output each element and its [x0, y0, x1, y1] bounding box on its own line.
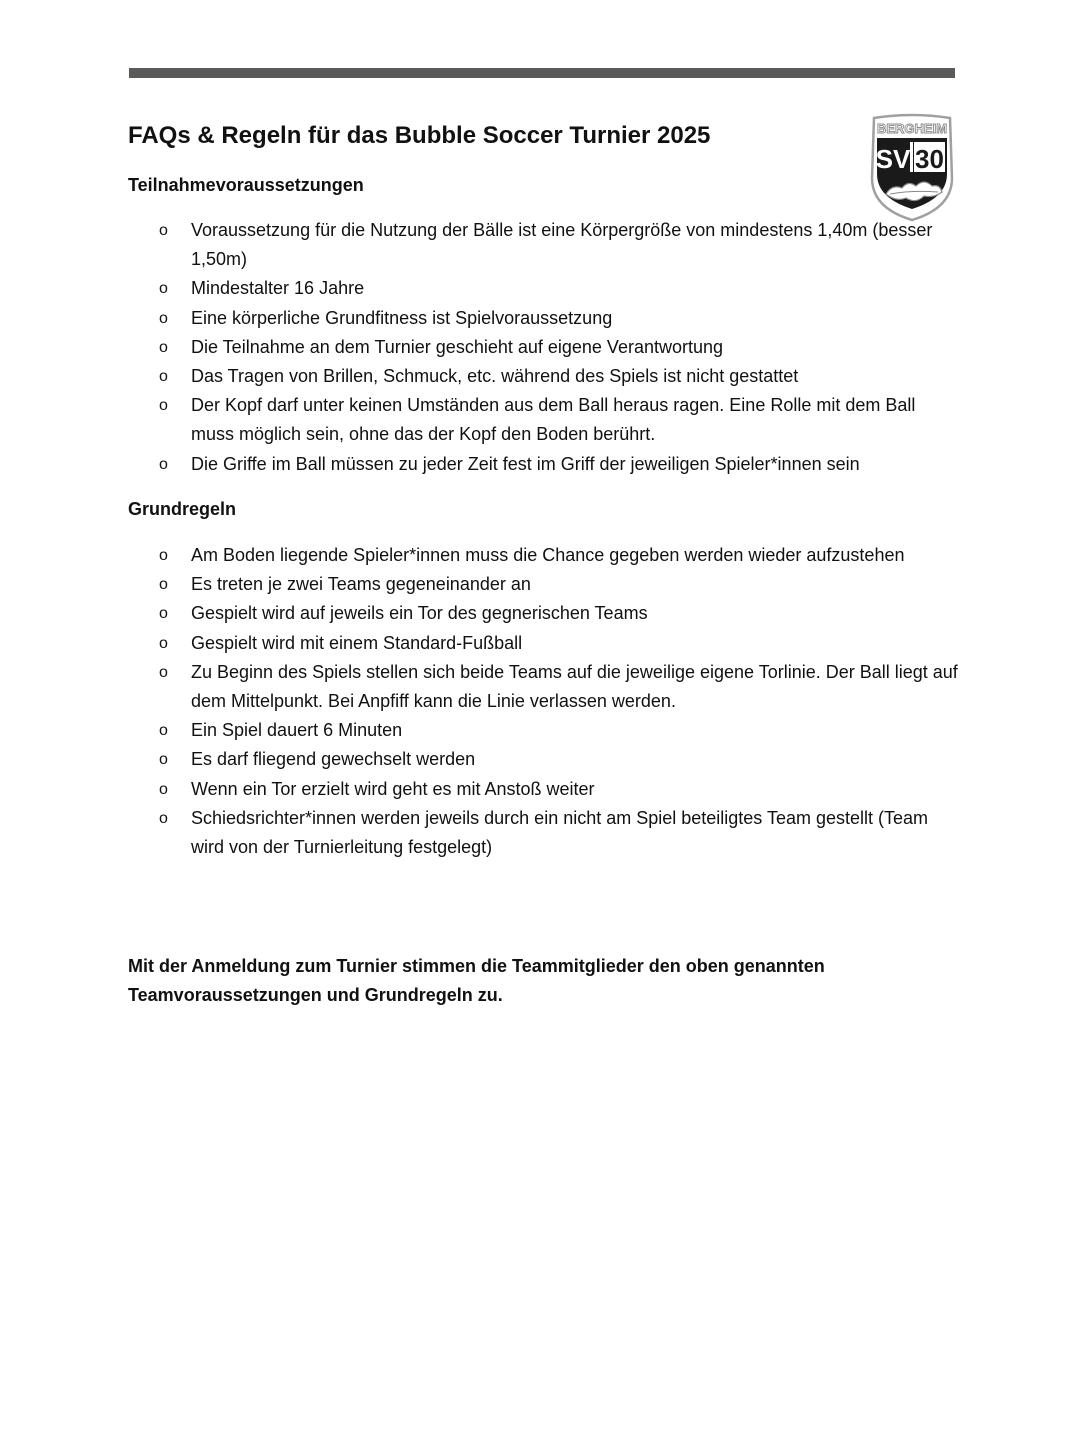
bullet-icon: o — [159, 722, 168, 740]
bullet-icon: o — [159, 780, 168, 798]
list-item-text: Eine körperliche Grundfitness ist Spielvoraussetzung — [191, 307, 613, 328]
bullet-icon: o — [159, 751, 168, 769]
list-item-text: Am Boden liegende Spieler*innen muss die Chance gegeben werden wieder aufzustehen — [191, 545, 905, 565]
bullet-icon: o — [159, 605, 168, 623]
bullet-icon: o — [159, 455, 168, 473]
svg-text:30: 30 — [915, 144, 944, 174]
club-crest-icon — [868, 112, 956, 224]
document-title: FAQs & Regeln für das Bubble Soccer Turnier 2025 — [128, 122, 711, 149]
bullet-icon: o — [159, 809, 168, 827]
list-item — [128, 216, 958, 274]
list-item — [128, 570, 958, 599]
bullet-icon: o — [159, 576, 168, 594]
bullet-icon: o — [159, 338, 168, 356]
list-item — [128, 629, 958, 658]
bullet-icon: o — [159, 547, 168, 564]
list-item — [128, 804, 958, 862]
list-item — [128, 391, 958, 449]
list-item-text: Gespielt wird mit einem Standard-Fußball — [191, 632, 523, 653]
list-item-text: Es darf fliegend gewechselt werden — [191, 749, 476, 770]
bullet-icon: o — [159, 309, 168, 327]
list-item-text: Die Teilnahme an dem Turnier geschieht auf eigene Verantwortung — [191, 336, 724, 357]
list-item-text: Wenn ein Tor erzielt wird geht es mit Anstoß weiter — [191, 778, 595, 799]
list-item — [128, 716, 958, 745]
list-item-text: Die Griffe im Ball müssen zu jeder Zeit fest im Griff der jeweiligen Spieler*innen sein — [191, 453, 860, 474]
list-item — [128, 304, 958, 333]
list-item-text: Schiedsrichter*innen werden jeweils durch ein nicht am Spiel beteiligtes Team gestellt (Team wird von der Turnierleitung festgelegt) — [191, 807, 929, 858]
list-item — [128, 599, 958, 628]
teilnahme-rule-list — [128, 216, 958, 479]
list-item — [128, 658, 958, 716]
list-item-text: Zu Beginn des Spiels stellen sich beide Teams auf die jeweilige eigene Torlinie. Der Ball liegt auf dem Mittelpunkt. Bei Anpfiff kann die Linie verlassen werden. — [191, 661, 958, 712]
grundregeln-rule-list — [128, 541, 958, 862]
list-item — [128, 745, 958, 774]
list-item-text: Gespielt wird auf jeweils ein Tor des gegnerischen Teams — [191, 603, 648, 624]
bullet-icon: o — [159, 222, 168, 239]
closing-statement: Mit der Anmeldung zum Turnier stimmen die Teammitglieder den oben genannten Teamvoraussetzungen und Grundregeln zu. — [128, 956, 825, 1005]
svg-text:BERGHEIM: BERGHEIM — [876, 121, 948, 136]
list-item-text: Es treten je zwei Teams gegeneinander an — [191, 574, 531, 595]
bullet-icon: o — [159, 368, 168, 386]
section-heading-teilnahmevoraussetzungen: Teilnahmevoraussetzungen — [128, 175, 364, 195]
svg-text:SV: SV — [875, 144, 911, 174]
list-item — [128, 541, 958, 570]
list-item-text: Ein Spiel dauert 6 Minuten — [191, 720, 403, 741]
list-item-text: Voraussetzung für die Nutzung der Bälle ist eine Körpergröße von mindestens 1,40m (besser 1,50m) — [191, 220, 933, 270]
list-item — [128, 775, 958, 804]
list-item-text: Das Tragen von Brillen, Schmuck, etc. während des Spiels ist nicht gestattet — [191, 366, 799, 387]
bullet-icon: o — [159, 634, 168, 652]
section-heading-grundregeln: Grundregeln — [128, 499, 237, 519]
top-divider — [129, 68, 955, 78]
list-item-text: Mindestalter 16 Jahre — [191, 278, 365, 299]
list-item — [128, 450, 958, 479]
bullet-icon: o — [159, 280, 168, 298]
list-item — [128, 274, 958, 303]
list-item-text: Der Kopf darf unter keinen Umständen aus dem Ball heraus ragen. Eine Rolle mit dem Ball muss möglich sein, ohne das der Kopf den Boden berührt. — [191, 395, 916, 445]
bullet-icon: o — [159, 663, 168, 681]
list-item — [128, 333, 958, 362]
bullet-icon: o — [159, 397, 168, 415]
list-item — [128, 362, 958, 391]
